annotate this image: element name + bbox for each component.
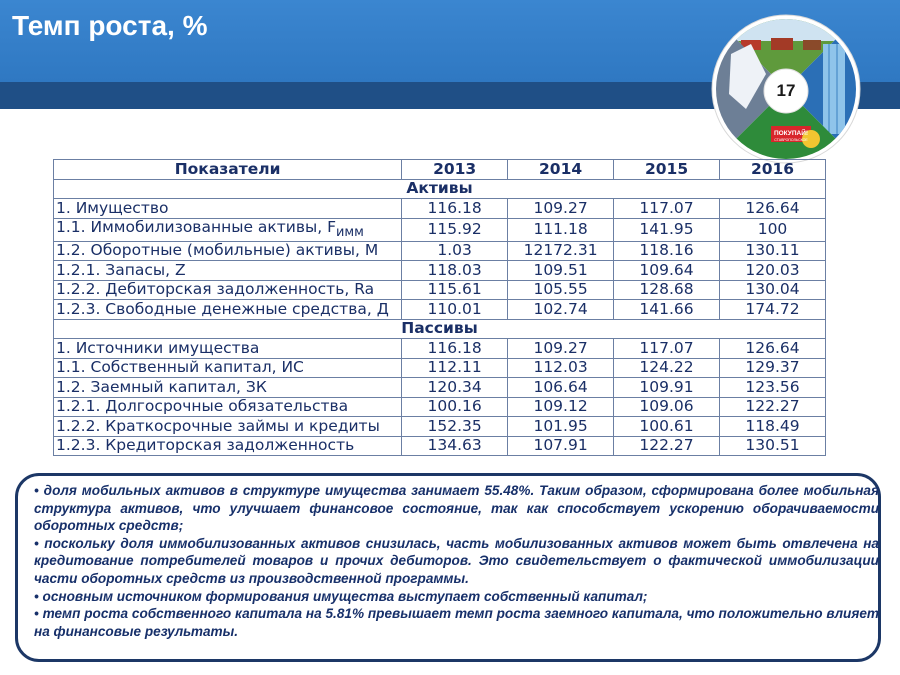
conclusions-text [34,482,879,640]
value-cell: 120.34 [402,378,508,398]
value-cell: 118.16 [614,241,720,261]
table-row [54,436,826,456]
conclusion-item: • поскольку доля иммобилизованных активов снизилась, часть мобилизованных активов может быть отвлечена на кредитование потребителей товаров и прочих дебиторов. Это свидетельствует о фактической иммобилизации части оборотных средств из производственной программы. [34,535,879,586]
value-cell: 120.03 [720,261,826,281]
value-cell: 109.64 [614,261,720,281]
value-cell: 130.04 [720,280,826,300]
row-label-text: 1.2.2. Дебиторская задолженность, Ra [56,280,375,299]
row-label [54,358,402,378]
table-row [54,300,826,320]
table-row [54,280,826,300]
table-row [54,358,826,378]
table-row [54,241,826,261]
value-cell: 115.92 [402,218,508,241]
table-row [54,417,826,437]
value-cell: 100 [720,218,826,241]
value-cell: 12172.31 [508,241,614,261]
row-label-text: 1.2. Заемный капитал, ЗК [56,377,267,396]
row-label-text: 1.1. Собственный капитал, ИС [56,358,304,377]
row-label [54,199,402,219]
header-year-2014: 2014 [508,160,614,180]
value-cell: 174.72 [720,300,826,320]
row-label [54,261,402,281]
value-cell: 116.18 [402,339,508,359]
row-label [54,339,402,359]
table-header-row [54,160,826,180]
logo-badge-subtext: СТАВРОПОЛЬСКОЕ [774,138,808,142]
value-cell: 141.95 [614,218,720,241]
page-title: Темп роста, % [12,10,208,41]
value-cell: 118.03 [402,261,508,281]
value-cell: 100.16 [402,397,508,417]
value-cell: 112.11 [402,358,508,378]
conclusion-item: • основным источником формирования имущества выступает собственный капитал; [34,588,648,604]
section-row [54,319,826,339]
row-label [54,417,402,437]
table-row [54,378,826,398]
table-row [54,218,826,241]
value-cell: 107.91 [508,436,614,456]
growth-table [53,159,826,456]
row-label [54,241,402,261]
value-cell: 123.56 [720,378,826,398]
value-cell: 109.12 [508,397,614,417]
row-label [54,300,402,320]
value-cell: 101.95 [508,417,614,437]
row-label-subscript: имм [336,224,364,240]
header-year-2013: 2013 [402,160,508,180]
value-cell: 117.07 [614,339,720,359]
row-label-text: 1.1. Иммобилизованные активы, F [56,217,337,236]
table-row [54,261,826,281]
value-cell: 100.61 [614,417,720,437]
value-cell: 109.27 [508,339,614,359]
row-label-text: 1.2.3. Кредиторская задолженность [56,436,355,455]
value-cell: 105.55 [508,280,614,300]
header-year-2015: 2015 [614,160,720,180]
value-cell: 122.27 [614,436,720,456]
value-cell: 109.27 [508,199,614,219]
table-row [54,199,826,219]
section-row [54,179,826,199]
value-cell: 126.64 [720,199,826,219]
row-label-text: 1. Имущество [56,198,169,217]
value-cell: 126.64 [720,339,826,359]
row-label-text: 1.2.3. Свободные денежные средства, Д [56,299,389,318]
table-row [54,397,826,417]
value-cell: 152.35 [402,417,508,437]
value-cell: 112.03 [508,358,614,378]
row-label [54,378,402,398]
value-cell: 106.64 [508,378,614,398]
row-label-text: 1.2.1. Запасы, Z [56,260,186,279]
value-cell: 134.63 [402,436,508,456]
row-label-text: 1.2.2. Краткосрочные займы и кредиты [56,416,380,435]
value-cell: 111.18 [508,218,614,241]
value-cell: 128.68 [614,280,720,300]
row-label [54,397,402,417]
row-label [54,218,402,241]
value-cell: 122.27 [720,397,826,417]
section-title: Пассивы [54,319,826,339]
slide-number: 17 [776,81,796,100]
value-cell: 116.18 [402,199,508,219]
value-cell: 1.03 [402,241,508,261]
value-cell: 130.51 [720,436,826,456]
value-cell: 118.49 [720,417,826,437]
value-cell: 109.06 [614,397,720,417]
table-row [54,339,826,359]
row-label-text: 1.2.1. Долгосрочные обязательства [56,397,349,416]
value-cell: 115.61 [402,280,508,300]
conclusion-item: • доля мобильных активов в структуре имущества занимает 55.48%. Таким образом, сформирована более мобильная структура активов, что улучшает финансовое состояние, так как способствует ускорению оборачиваемости оборотных средств; [34,483,879,534]
header-year-2016: 2016 [720,160,826,180]
row-label [54,280,402,300]
row-label-text: 1.2. Оборотные (мобильные) активы, М [56,241,379,260]
conclusion-item: • темп роста собственного капитала на 5.81% превышает темп роста заемного капитала, что положительно влияет на финансовые результаты. [34,606,879,639]
logo-badge-text: ПОКУПАЙ! [773,130,809,137]
value-cell: 124.22 [614,358,720,378]
row-label-text: 1. Источники имущества [56,338,260,357]
value-cell: 141.66 [614,300,720,320]
value-cell: 129.37 [720,358,826,378]
value-cell: 102.74 [508,300,614,320]
section-title: Активы [54,179,826,199]
header-indicator: Показатели [54,160,402,180]
row-label [54,436,402,456]
value-cell: 109.51 [508,261,614,281]
table-body [54,179,826,456]
value-cell: 117.07 [614,199,720,219]
value-cell: 110.01 [402,300,508,320]
value-cell: 109.91 [614,378,720,398]
value-cell: 130.11 [720,241,826,261]
